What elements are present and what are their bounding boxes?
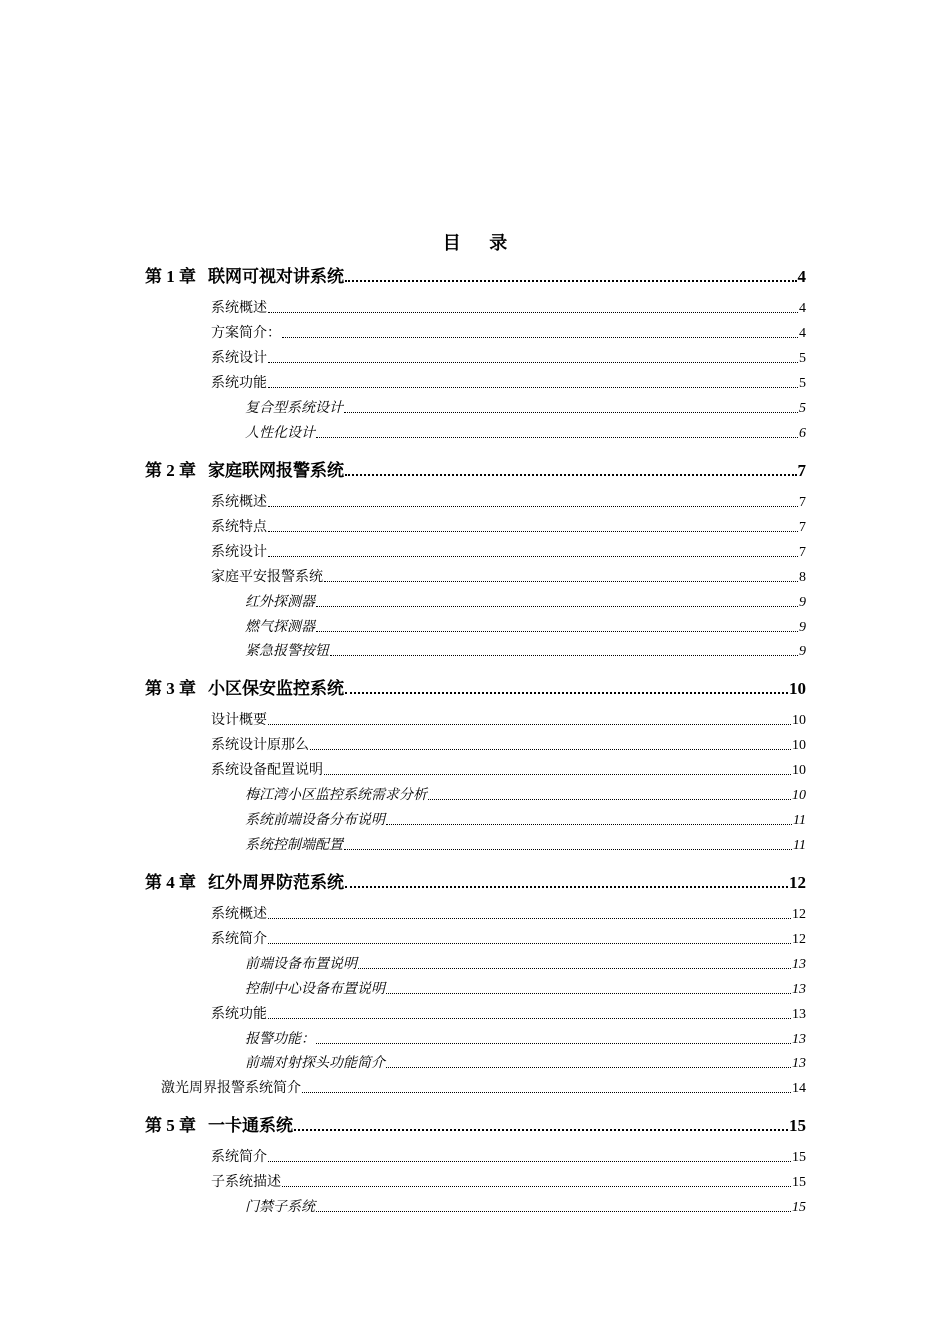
entry-label: 红外探测器 — [245, 594, 315, 610]
dot-leader — [316, 437, 798, 438]
entry-page-number: 11 — [793, 837, 806, 853]
dot-leader — [345, 280, 797, 282]
toc-section-entry[interactable] — [211, 541, 806, 561]
entry-label: 系统功能 — [211, 1006, 267, 1022]
dot-leader — [345, 886, 788, 888]
dot-leader — [268, 1018, 791, 1019]
dot-leader — [282, 337, 798, 338]
toc-title: 目 录 — [442, 233, 520, 253]
dot-leader — [345, 474, 797, 476]
dot-leader — [268, 506, 798, 507]
entry-page-number: 13 — [792, 1056, 806, 1072]
entry-label: 系统概述 — [211, 301, 267, 316]
toc-section-entry[interactable] — [211, 759, 806, 779]
entry-label: 系统简介 — [211, 931, 267, 947]
toc-section-entry[interactable] — [211, 928, 806, 948]
toc-section-entry[interactable] — [211, 709, 806, 729]
chapter-number: 第 2 章 — [145, 461, 196, 480]
dot-leader — [345, 692, 788, 694]
toc-subsection-entry[interactable] — [245, 1028, 806, 1048]
dot-leader — [386, 1067, 791, 1068]
entry-page-number: 7 — [799, 519, 806, 535]
entry-label: 紧急报警按钮 — [245, 644, 329, 660]
entry-page-number: 11 — [793, 812, 806, 828]
entry-label: 设计概要 — [211, 713, 267, 728]
toc-chapter-entry[interactable] — [145, 868, 806, 893]
entry-page-number: 15 — [792, 1150, 806, 1165]
entry-page-number: 4 — [799, 301, 806, 316]
chapter-page-number: 15 — [789, 1116, 806, 1135]
entry-label: 复合型系统设计 — [245, 400, 343, 416]
toc-section-entry[interactable] — [161, 1077, 806, 1097]
chapter-number: 第 5 章 — [145, 1116, 196, 1135]
toc-section-entry[interactable] — [211, 491, 806, 511]
toc-section-entry[interactable] — [211, 322, 806, 342]
toc-section-entry[interactable] — [211, 347, 806, 367]
chapter-page-number: 4 — [797, 267, 806, 286]
chapter-page-number: 7 — [797, 461, 806, 480]
chapter-number: 第 1 章 — [145, 267, 196, 286]
entry-page-number: 10 — [792, 713, 806, 728]
chapter-label — [145, 456, 344, 481]
dot-leader — [310, 749, 791, 750]
entry-label: 系统特点 — [211, 519, 267, 535]
chapter-label — [145, 1111, 293, 1136]
entry-label: 门禁子系统 — [245, 1199, 315, 1215]
toc-section-entry[interactable] — [211, 372, 806, 392]
entry-page-number: 12 — [792, 931, 806, 947]
toc-subsection-entry[interactable] — [245, 1052, 806, 1072]
entry-page-number: 15 — [792, 1199, 806, 1215]
entry-page-number: 13 — [792, 981, 806, 997]
chapter-title: 联网可视对讲系统 — [208, 267, 344, 286]
toc-section-entry[interactable] — [211, 566, 806, 586]
toc-section-entry[interactable] — [211, 1171, 806, 1191]
dot-leader — [316, 606, 798, 607]
dot-leader — [282, 1186, 791, 1187]
dot-leader — [316, 631, 798, 632]
dot-leader — [268, 943, 791, 944]
entry-page-number: 10 — [792, 762, 806, 778]
entry-label: 系统概述 — [211, 907, 267, 922]
entry-page-number: 7 — [799, 544, 806, 560]
dot-leader — [324, 774, 791, 775]
entry-label: 前端设备布置说明 — [245, 956, 357, 972]
entry-label: 系统设计原那么 — [211, 737, 309, 753]
chapter-title: 红外周界防范系统 — [208, 873, 344, 892]
toc-subsection-entry[interactable] — [245, 640, 806, 660]
entry-label: 前端对射探头功能简介 — [245, 1056, 385, 1072]
toc-subsection-entry[interactable] — [245, 784, 806, 804]
toc-section-entry[interactable] — [211, 516, 806, 536]
entry-label: 系统功能 — [211, 375, 267, 391]
toc-section-entry[interactable] — [211, 1146, 806, 1166]
entry-page-number: 9 — [799, 594, 806, 610]
toc-chapter-entry[interactable] — [145, 674, 806, 699]
dot-leader — [330, 655, 798, 656]
entry-page-number: 10 — [792, 737, 806, 753]
toc-chapter-entry[interactable] — [145, 1111, 806, 1136]
entry-label: 梅江湾小区监控系统需求分析 — [245, 787, 427, 803]
toc-section-entry[interactable] — [211, 1003, 806, 1023]
toc-section-entry[interactable] — [211, 903, 806, 923]
entry-label: 激光周界报警系统简介 — [161, 1081, 301, 1097]
dot-leader — [316, 1211, 791, 1212]
toc-section-entry[interactable] — [211, 734, 806, 754]
entry-page-number: 14 — [792, 1081, 806, 1097]
chapter-title: 小区保安监控系统 — [208, 679, 344, 698]
entry-label: 报警功能： — [245, 1031, 315, 1047]
entry-label: 方案简介： — [211, 325, 281, 341]
dot-leader — [428, 799, 791, 800]
entry-page-number: 7 — [799, 495, 806, 510]
entry-label: 人性化设计 — [245, 425, 315, 441]
entry-page-number: 15 — [792, 1174, 806, 1190]
entry-label: 系统设计 — [211, 350, 267, 366]
entry-page-number: 5 — [799, 400, 806, 416]
entry-label: 系统设备配置说明 — [211, 762, 323, 778]
entry-page-number: 10 — [792, 787, 806, 803]
chapter-title: 一卡通系统 — [208, 1116, 293, 1135]
dot-leader — [344, 412, 798, 413]
toc-subsection-entry[interactable] — [245, 978, 806, 998]
dot-leader — [268, 918, 791, 919]
entry-label: 系统设计 — [211, 544, 267, 560]
entry-page-number: 6 — [799, 425, 806, 441]
toc-subsection-entry[interactable] — [245, 1196, 806, 1216]
entry-label: 系统概述 — [211, 495, 267, 510]
entry-label: 系统前端设备分布说明 — [245, 812, 385, 828]
toc-chapter-entry[interactable] — [145, 456, 806, 481]
dot-leader — [386, 993, 791, 994]
entry-page-number: 9 — [799, 619, 806, 635]
chapter-label — [145, 674, 344, 699]
chapter-title: 家庭联网报警系统 — [208, 461, 344, 480]
dot-leader — [302, 1092, 791, 1093]
toc-subsection-entry[interactable] — [245, 422, 806, 442]
dot-leader — [268, 1161, 791, 1162]
dot-leader — [268, 531, 798, 532]
toc-chapter-entry[interactable] — [145, 262, 806, 287]
dot-leader — [294, 1129, 788, 1131]
entry-label: 家庭平安报警系统 — [211, 569, 323, 585]
entry-page-number: 13 — [792, 1006, 806, 1022]
entry-label: 系统控制端配置 — [245, 837, 343, 853]
chapter-label — [145, 262, 344, 287]
entry-label: 燃气探测器 — [245, 619, 315, 635]
chapter-number: 第 3 章 — [145, 679, 196, 698]
entry-page-number: 4 — [799, 325, 806, 341]
dot-leader — [386, 824, 792, 825]
chapter-label — [145, 868, 344, 893]
entry-label: 子系统描述 — [211, 1174, 281, 1190]
toc-section-entry[interactable] — [211, 297, 806, 317]
chapter-number: 第 4 章 — [145, 873, 196, 892]
toc-subsection-entry[interactable] — [245, 397, 806, 417]
toc-subsection-entry[interactable] — [245, 809, 806, 829]
dot-leader — [268, 556, 798, 557]
entry-page-number: 5 — [799, 350, 806, 366]
chapter-page-number: 10 — [789, 679, 806, 698]
chapter-page-number: 12 — [789, 873, 806, 892]
dot-leader — [268, 724, 791, 725]
toc-subsection-entry[interactable] — [245, 953, 806, 973]
entry-page-number: 8 — [799, 569, 806, 585]
toc-subsection-entry[interactable] — [245, 834, 806, 854]
entry-label: 系统简介 — [211, 1150, 267, 1165]
entry-page-number: 9 — [799, 644, 806, 660]
entry-page-number: 13 — [792, 956, 806, 972]
dot-leader — [324, 581, 798, 582]
entry-page-number: 12 — [792, 907, 806, 922]
dot-leader — [268, 312, 798, 313]
toc-subsection-entry[interactable] — [245, 616, 806, 636]
dot-leader — [316, 1043, 791, 1044]
dot-leader — [344, 849, 792, 850]
entry-page-number: 13 — [792, 1031, 806, 1047]
dot-leader — [268, 362, 798, 363]
entry-label: 控制中心设备布置说明 — [245, 981, 385, 997]
entry-page-number: 5 — [799, 375, 806, 391]
dot-leader — [358, 968, 791, 969]
toc-subsection-entry[interactable] — [245, 591, 806, 611]
dot-leader — [268, 387, 798, 388]
